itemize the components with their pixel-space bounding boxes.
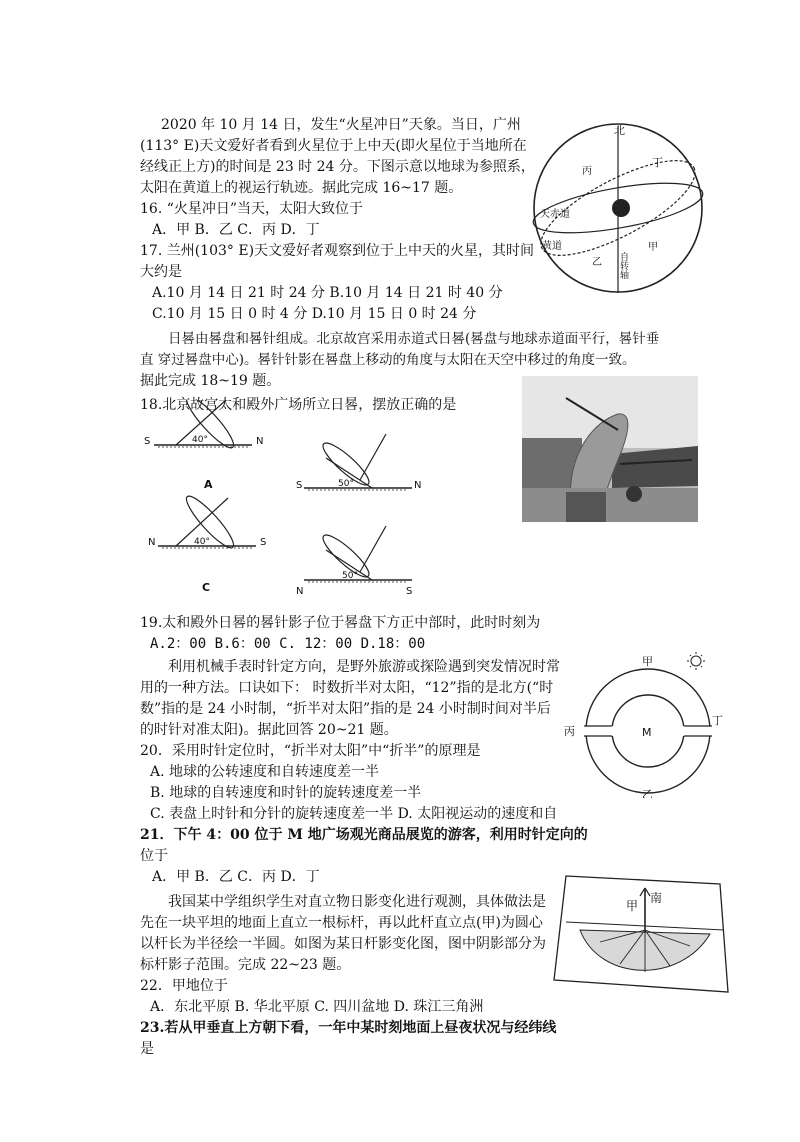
label-s: S [406, 586, 413, 597]
passage-line: (113° E)天文爱好者看到火星位于上中天(即火星位于当地所在 [140, 138, 527, 154]
question-23-cont: 是 [140, 1041, 154, 1057]
passage-line: 直 穿过晷盘中心)。晷针针影在晷盘上移动的角度与太阳在天空中移过的角度一致。 [140, 352, 636, 368]
sundial-option-d [296, 526, 412, 597]
label-ding: 丁 [712, 714, 723, 727]
label-s: S [144, 436, 151, 447]
question-23: 23.若从甲垂直上方朝下看，一年中某时刻地面上昼夜状况与经纬线 [140, 1020, 557, 1036]
label-bing: 丙 [582, 166, 592, 177]
question-17-cont: 大约是 [140, 264, 182, 280]
sundial-options-figure [140, 400, 430, 600]
question-22-options: A．东北平原 B. 华北平原 C. 四川盆地 D. 珠江三角洲 [150, 999, 484, 1015]
passage-line: 利用机械手表时针定方向，是野外旅游或探险遇到突发情况时常 [168, 659, 560, 675]
label-jia: 甲 [626, 899, 639, 913]
label-yi: 乙 [642, 788, 653, 798]
passage-line: 以杆长为半径绘一半圆。如图为某日杆影变化图，图中阴影部分为 [140, 936, 546, 952]
passage-line: 数”指的是 24 小时制，“折半对太阳”指的是 24 小时制时间对半后 [140, 701, 551, 717]
question-20-option-b: B. 地球的自转速度和时针的旋转速度差一半 [150, 785, 422, 801]
label-n: N [148, 537, 156, 548]
label-ecliptic: 黄道 [542, 241, 562, 252]
label-celestial-equator: 天赤道 [540, 209, 570, 220]
passage-line: 的时针对准太阳)。据此回答 20~21 题。 [140, 722, 398, 738]
passage-line: 经线正上方)的时间是 23 时 24 分。下图示意以地球为参照系， [140, 159, 535, 175]
label-yi: 乙 [592, 257, 602, 268]
question-20-option-cd: C. 表盘上时针和分针的旋转速度差一半 D. 太阳视运动的速度和自 [150, 806, 558, 822]
label-n: N [296, 586, 304, 597]
label-angle-50: 50° [338, 479, 354, 489]
question-16-options: A．甲 B．乙 C．丙 D．丁 [152, 222, 320, 238]
label-m: M [642, 726, 652, 739]
label-bing: 丙 [564, 725, 575, 738]
passage-line: 我国某中学组织学生对直立物日影变化进行观测，具体做法是 [168, 894, 546, 910]
passage-line: 据此完成 18~19 题。 [140, 373, 281, 389]
celestial-sphere-figure [530, 118, 706, 300]
sundial-option-b [296, 434, 421, 491]
passage-line: 先在一块平坦的地面上直立一根标杆，再以此杆直立点(甲)为圆心 [140, 915, 543, 931]
question-21-cont: 位于 [140, 848, 168, 864]
passage-line: 太阳在黄道上的视运行轨迹。据此完成 16~17 题。 [140, 180, 463, 196]
question-17-options: C.10 月 15 日 0 时 4 分 D.10 月 15 日 0 时 24 分 [152, 306, 477, 322]
question-18: 18.北京故宫太和殿外广场所立日晷，摆放正确的是 [140, 397, 457, 413]
sundial-option-a [144, 400, 263, 491]
passage-line: 标杆影子范围。完成 22~23 题。 [140, 957, 351, 973]
label-s: S [260, 537, 267, 548]
label-option-a: A [204, 478, 213, 491]
label-n: N [414, 480, 422, 491]
question-22: 22．甲地位于 [140, 978, 228, 994]
label-angle-40: 40° [194, 537, 210, 547]
label-rotation-axis: 自转轴 [618, 252, 628, 279]
label-north: 北 [614, 124, 625, 137]
pole-shadow-figure [540, 872, 734, 998]
question-20: 20．采用时针定位时，“折半对太阳”中“折半”的原理是 [140, 743, 481, 759]
question-17-options: A.10 月 14 日 21 时 24 分 B.10 月 14 日 21 时 40 分 [152, 285, 503, 301]
question-16: 16. “火星冲日”当天，太阳大致位于 [140, 201, 364, 217]
passage-line: 用的一种方法。口诀如下： 时数折半对太阳，“12”指的是北方(“时 [140, 680, 554, 696]
label-option-c: C [202, 581, 211, 594]
label-angle-50: 50° [342, 571, 358, 581]
label-south: 南 [650, 891, 663, 905]
label-jia: 甲 [642, 655, 653, 668]
sundial-photo [522, 376, 698, 522]
question-17: 17. 兰州(103° E)天文爱好者观察到位于上中天的火星，其时间 [140, 243, 535, 259]
sun-icon [687, 652, 705, 670]
watch-direction-figure [562, 652, 732, 798]
question-19-options: A.2：00 B.6：00 C. 12：00 D.18：00 [150, 636, 426, 652]
label-jia: 甲 [648, 242, 658, 253]
label-s: S [296, 480, 303, 491]
question-21-options: A．甲 B．乙 C．丙 D．丁 [152, 869, 320, 885]
question-19: 19.太和殿外日晷的晷针影子位于晷盘下方正中部时，此时时刻为 [140, 615, 541, 631]
question-21: 21．下午 4：00 位于 M 地广场观光商品展览的游客，利用时针定向的 [140, 827, 588, 843]
label-ding: 丁 [652, 156, 663, 169]
question-20-option-a: A. 地球的公转速度和自转速度差一半 [150, 764, 380, 780]
sundial-option-c [148, 491, 266, 594]
label-n: N [256, 436, 264, 447]
passage-line: 日晷由晷盘和晷针组成。北京故宫采用赤道式日晷(晷盘与地球赤道面平行，晷针垂 [168, 331, 660, 347]
label-angle-40: 40° [192, 435, 208, 445]
passage-line: 2020 年 10 月 14 日，发生“火星冲日”天象。当日，广州 [161, 117, 521, 133]
